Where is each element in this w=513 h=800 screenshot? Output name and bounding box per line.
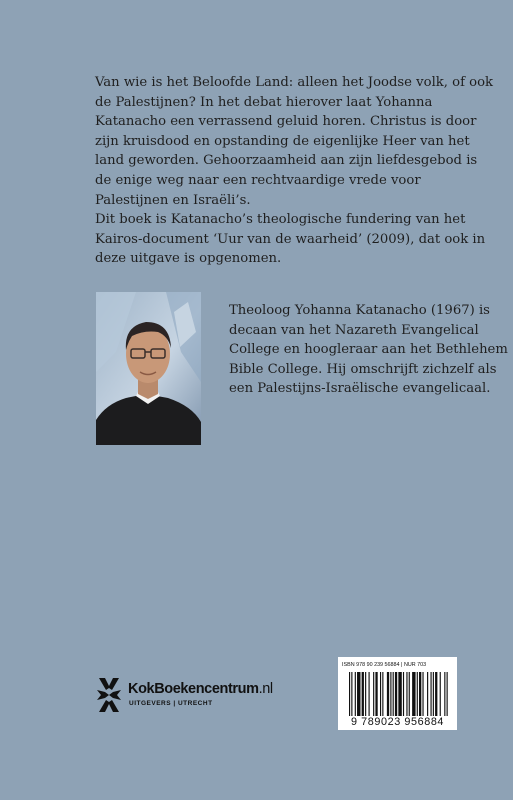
barcode-bar (406, 672, 407, 716)
barcode-bar (380, 672, 381, 716)
barcode-bar (417, 672, 418, 716)
barcode-digits: 9 789023 956884 (350, 716, 445, 728)
barcode-bar (365, 672, 366, 716)
publisher-subtitle: UITGEVERS | UTRECHT (129, 700, 213, 707)
blurb-paragraph-2: Dit boek is Katanacho’s theologische fundering van het Kairos-document ‘Uur van de waarheid’ (2009), dat ook in deze uitgave is opgenomen. (95, 212, 486, 267)
barcode-bar (430, 672, 431, 716)
barcode-bar (427, 672, 428, 716)
barcode-bar (351, 672, 352, 716)
isbn-line: ISBN 978 90 239 56884 | NUR 703 (342, 662, 427, 668)
publisher-logo (96, 676, 296, 716)
barcode-bar (433, 672, 434, 716)
barcode-bar (395, 672, 397, 716)
barcode-bar (382, 672, 383, 716)
barcode-bar (375, 672, 377, 716)
barcode-bar (444, 672, 445, 716)
barcode-bar (398, 672, 401, 716)
barcode-bar (349, 672, 350, 716)
publisher-name: KokBoekencentrum.nl (128, 681, 273, 697)
publisher-emblem-icon (96, 676, 122, 714)
barcode-bar (409, 672, 410, 716)
barcode-bar (403, 672, 404, 716)
back-cover-blurb (95, 73, 495, 269)
author-photo (96, 292, 201, 445)
barcode-bar (422, 672, 423, 716)
blurb-paragraph-1: Van wie is het Beloofde Land: alleen het Joodse volk, of ook de Palestijnen? In het debat hierover laat Yohanna Katanacho een verrassend geluid horen. Christus is door zijn kruisdood en opstanding de eigenlijke Heer van het land geworden. Gehoorzaamheid aan zijn liefdesgebod is de enige weg naar een rechtvaardige vrede voor Palestijnen en Israëli’s. (95, 75, 494, 208)
barcode-bar (369, 672, 370, 716)
barcode-bar (419, 672, 421, 716)
barcode-bar (435, 672, 437, 716)
barcode-bar (355, 672, 356, 716)
barcode-bar (440, 672, 441, 716)
barcode-bars (349, 672, 450, 716)
isbn-barcode (338, 657, 457, 730)
barcode-bar (447, 672, 448, 716)
barcode-bar (387, 672, 389, 716)
barcode-bar (412, 672, 415, 716)
barcode-bar (393, 672, 394, 716)
barcode-bar (390, 672, 391, 716)
barcode-bar (357, 672, 360, 716)
author-bio: Theoloog Yohanna Katanacho (1967) is decaan van het Nazareth Evangelical College en hoogleraar aan het Bethlehem Bible College. Hij omschrijft zichzelf als een Palestijns-Israëlische evangelicaal. (229, 303, 508, 397)
barcode-bar (373, 672, 374, 716)
barcode-bar (362, 672, 364, 716)
